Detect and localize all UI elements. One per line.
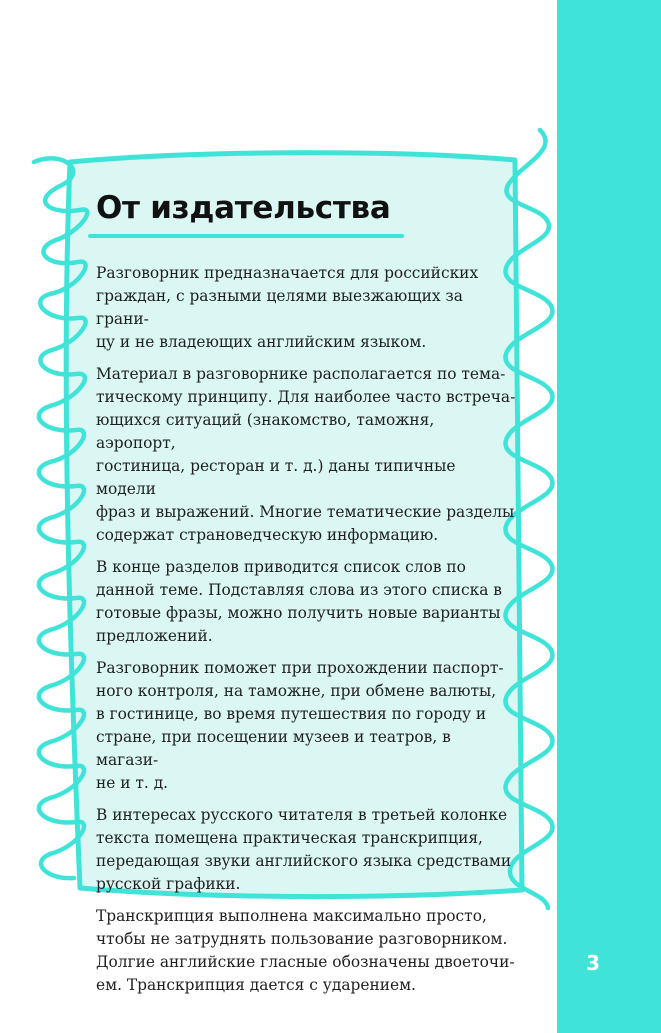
article-paragraph: Материал в разговорнике располагается по тема- тическому принципу. Для наиболее часто встреча- ющихся ситуаций (знакомство, таможня, аэропорт, гостиница, ресторан и т. д.) даны типичные модели фраз и выражений. Многие тематические разделы содержат страноведческую информацию. <box>96 365 516 544</box>
article <box>96 182 516 1006</box>
article-paragraph: В конце разделов приводится список слов по данной теме. Подставляя слова из этого списка в готовые фразы, можно получить новые варианты предложений. <box>96 558 502 645</box>
article-paragraph: Разговорник предназначается для российских граждан, с разными целями выезжающих за грани- цу и не владеющих английским языком. <box>96 264 479 351</box>
article-title: От издательства <box>96 190 391 226</box>
article-paragraph: Разговорник поможет при прохождении паспорт- ного контроля, на таможне, при обмене валюты, в гостинице, во время путешествия по городу и стране, при посещении музеев и театров, в магази- не и т. д. <box>96 659 504 792</box>
article-paragraph: В интересах русского читателя в третьей колонке текста помещена практическая транскрипция, передающая звуки английского языка средствами русской графики. <box>96 806 512 893</box>
page-number: 3 <box>586 951 600 975</box>
article-paragraph: Транскрипция выполнена максимально просто, чтобы не затруднять пользование разговорником. Долгие английские гласные обозначены двоеточи- ем. Транскрипция дается с ударением. <box>96 907 515 994</box>
title-underline <box>88 234 404 238</box>
